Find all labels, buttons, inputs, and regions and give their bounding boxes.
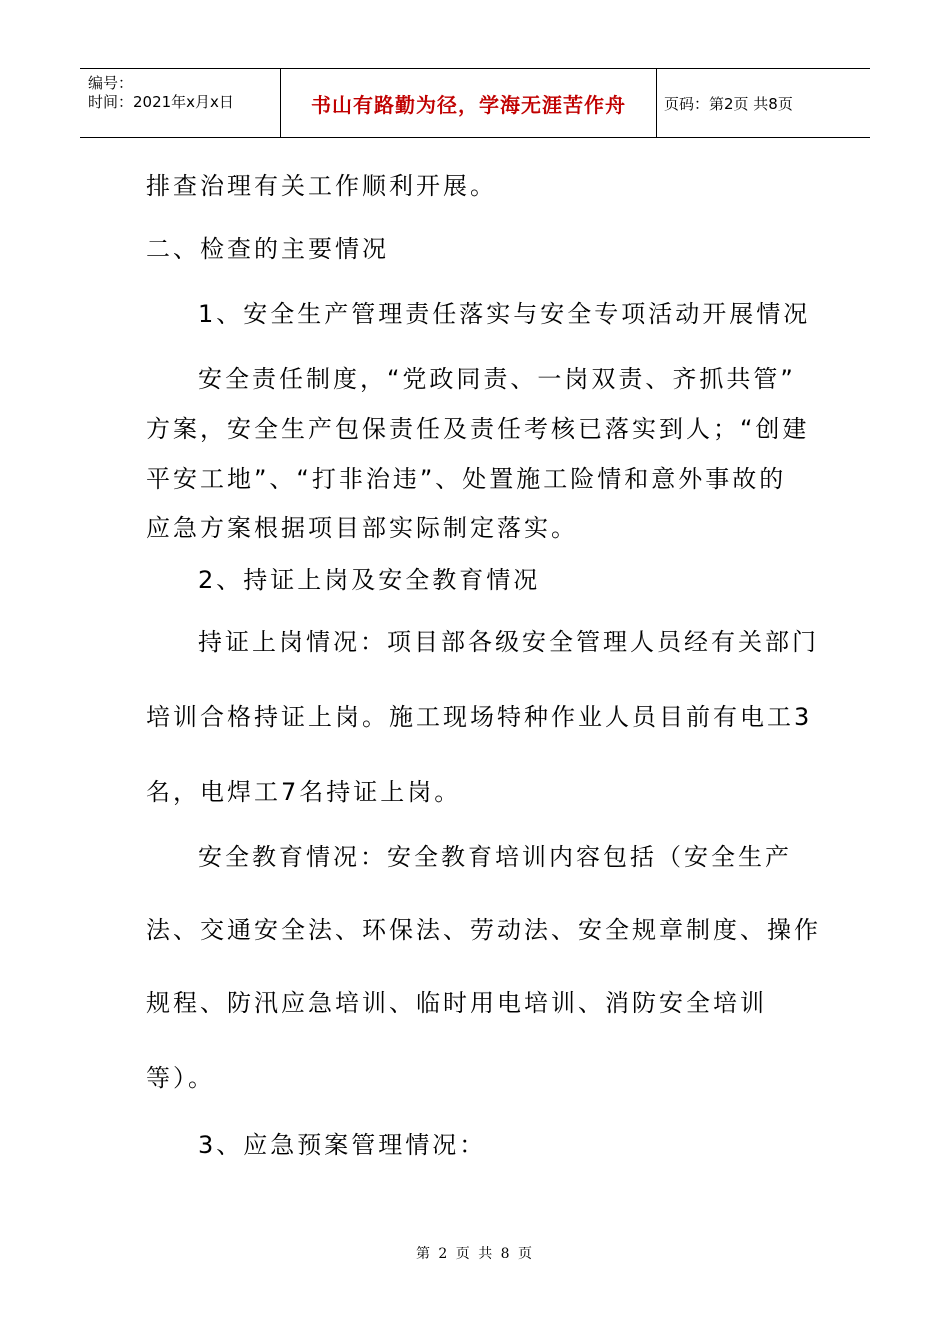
- header-motto-cell: [280, 69, 657, 137]
- subsection-heading: 2、持证上岗及安全教育情况: [198, 566, 541, 594]
- section-heading: 二、检查的主要情况: [146, 235, 389, 263]
- body-line: 平安工地”、“打非治违”、处置施工险情和意外事故的: [146, 465, 787, 493]
- page-header: [80, 68, 870, 138]
- body-line: 培训合格持证上岗。施工现场特种作业人员目前有电工3: [146, 703, 813, 731]
- body-line: 等）。: [146, 1064, 215, 1092]
- document-number-label: 编号：: [88, 74, 134, 92]
- body-line: 安全责任制度，“党政同责、一岗双责、齐抓共管”: [198, 365, 796, 393]
- header-page-code: 页码：第2页 共8页: [664, 94, 793, 113]
- document-time-label: 时间：2021年x月x日: [88, 93, 234, 111]
- body-line: 规程、防汛应急培训、临时用电培训、消防安全培训: [146, 989, 767, 1017]
- body-line: 方案，安全生产包保责任及责任考核已落实到人；“创建: [146, 415, 810, 443]
- header-motto: 书山有路勤为径，学海无涯苦作舟: [311, 92, 626, 117]
- header-page-cell: [656, 69, 870, 137]
- body-line: 持证上岗情况：项目部各级安全管理人员经有关部门: [198, 628, 819, 656]
- body-line: 应急方案根据项目部实际制定落实。: [146, 514, 578, 542]
- body-line: 法、交通安全法、环保法、劳动法、安全规章制度、操作: [146, 916, 821, 944]
- body-line: 排查治理有关工作顺利开展。: [146, 172, 497, 200]
- body-line: 名，电焊工7名持证上岗。: [146, 778, 462, 806]
- body-line: 安全教育情况：安全教育培训内容包括（安全生产: [198, 843, 792, 871]
- subsection-heading: 1、安全生产管理责任落实与安全专项活动开展情况: [198, 300, 811, 328]
- subsection-heading: 3、应急预案管理情况：: [198, 1131, 487, 1159]
- header-meta-cell: [80, 69, 280, 137]
- page-footer-number: 第 2 页 共 8 页: [415, 1246, 535, 1262]
